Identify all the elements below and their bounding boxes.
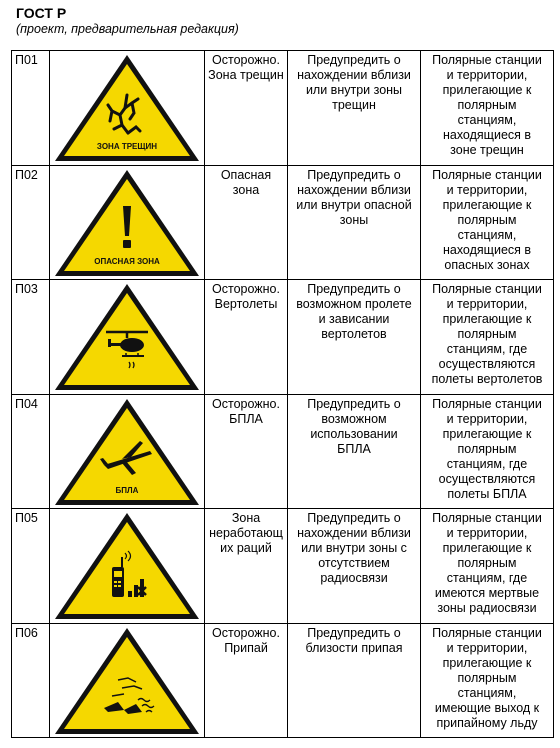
sign-place: Полярные станции и территории, прилегающие к полярным станциям, находящиеся в опасных зонах [432, 167, 542, 272]
document-subtitle: (проект, предварительная редакция) [16, 22, 239, 36]
sign-purpose: Предупредить о нахождении вблизи или внутри опасной зоны [296, 167, 412, 227]
sign-code: П06 [12, 623, 50, 738]
document-title: ГОСТ Р [16, 5, 67, 21]
sign-image-cell [50, 51, 205, 166]
sign-name: Осторожно. Вертолеты [212, 282, 280, 311]
sign-image-cell [50, 280, 205, 395]
sign-name: Осторожно. Зона трещин [208, 53, 284, 82]
table-row [12, 165, 554, 280]
table-row [12, 280, 554, 395]
sign-code: П05 [12, 509, 50, 624]
sign-name: Зона неработающ их раций [209, 511, 283, 555]
sign-purpose: Предупредить о близости припая [305, 625, 403, 655]
warning-sign [52, 53, 202, 163]
sign-name: Осторожно. БПЛА [212, 396, 280, 426]
signs-table-body [12, 51, 554, 738]
sign-name: Опасная зона [220, 167, 272, 197]
sign-name: Осторожно. Припай [212, 625, 280, 655]
warning-sign [52, 282, 202, 392]
sign-purpose: Предупредить о возможном использовании БПЛА [307, 396, 401, 456]
sign-place: Полярные станции и территории, прилегающие к полярным станциям, где осуществляются полеты БПЛА [432, 396, 542, 501]
warning-sign [52, 397, 202, 507]
sign-place: Полярные станции и территории, прилегающие к полярным станциям, находящиеся в зоне трещин [432, 53, 542, 157]
sign-label: ОПАСНАЯ ЗОНА [94, 256, 160, 266]
sign-image-cell [50, 623, 205, 738]
sign-code: П01 [12, 51, 50, 166]
signs-table [11, 50, 554, 738]
sign-place: Полярные станции и территории, прилегающие к полярным станциям, где имеются мертвые зоны радиосвязи [432, 511, 542, 615]
sign-image-cell [50, 509, 205, 624]
sign-image-cell [50, 165, 205, 280]
warning-sign [52, 626, 202, 736]
warning-sign [52, 168, 202, 278]
sign-purpose: Предупредить о нахождении вблизи или внутри зоны с отсутствием радиосвязи [297, 511, 411, 585]
sign-purpose: Предупредить о возможном пролете и зависании вертолетов [296, 282, 412, 341]
table-row [12, 394, 554, 509]
warning-sign [52, 511, 202, 621]
table-row [12, 51, 554, 166]
sign-code: П02 [12, 165, 50, 280]
sign-label: ЗОНА ТРЕЩИН [96, 142, 158, 151]
sign-code: П03 [12, 280, 50, 395]
sign-image-cell [50, 394, 205, 509]
sign-place: Полярные станции и территории, прилегающие к полярным станциям, имеющие выход к припайному льду [432, 625, 542, 730]
table-row [12, 509, 554, 624]
sign-code: П04 [12, 394, 50, 509]
sign-label: БПЛА [115, 485, 139, 495]
sign-purpose: Предупредить о нахождении вблизи или внутри зоны трещин [297, 53, 411, 112]
sign-place: Полярные станции и территории, прилегающие к полярным станциям, где осуществляются полеты вертолетов [431, 282, 543, 386]
table-row [12, 623, 554, 738]
